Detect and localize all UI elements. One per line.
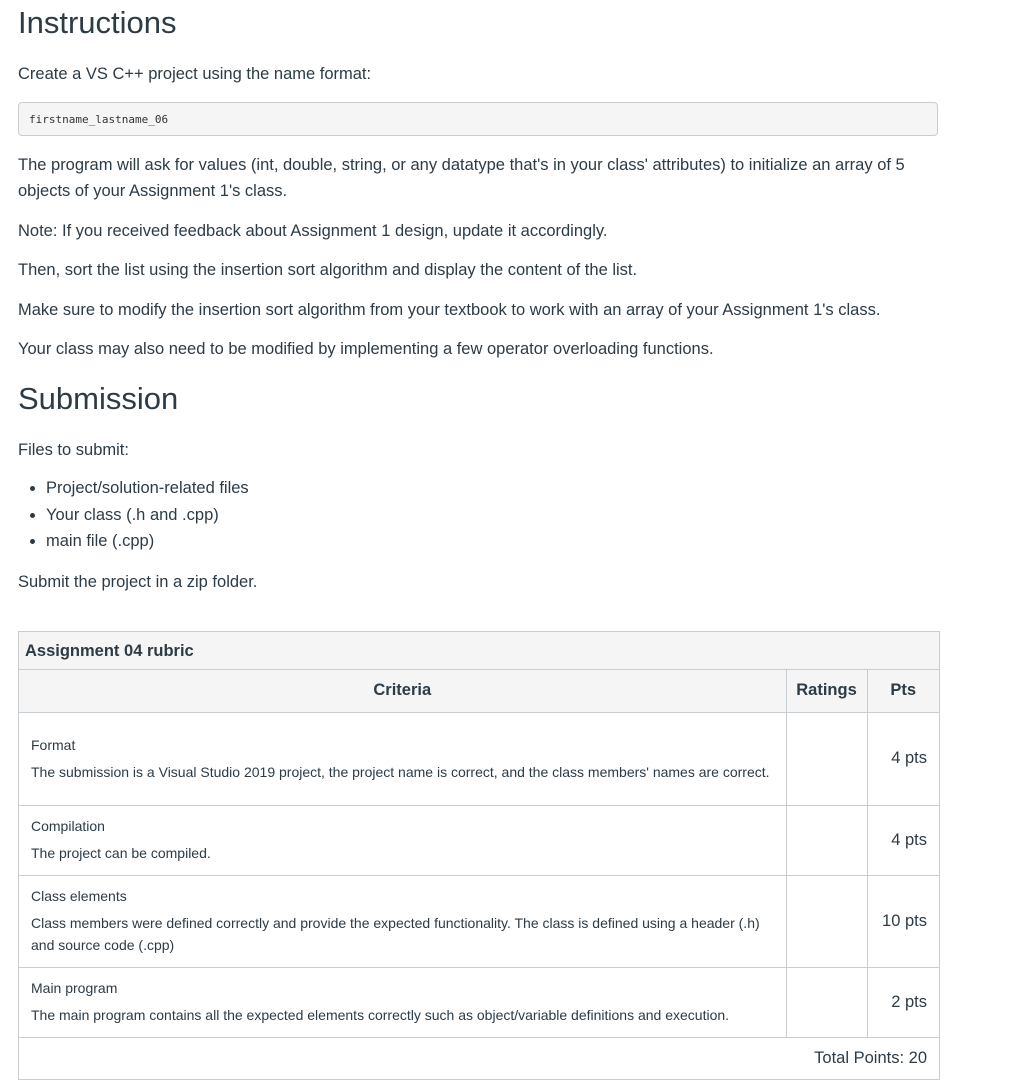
points-cell: 4 pts bbox=[867, 712, 939, 805]
rubric-title: Assignment 04 rubric bbox=[19, 632, 939, 670]
list-item: • main file (.cpp) bbox=[46, 528, 249, 555]
ratings-cell bbox=[786, 967, 867, 1037]
criterion-cell bbox=[19, 875, 786, 967]
criterion-cell bbox=[19, 967, 786, 1037]
instructions-paragraph-5: Your class may also need to be modified by implementing a few operator overloading functions. bbox=[18, 340, 714, 358]
list-item: • Project/solution-related files bbox=[46, 475, 249, 502]
submission-closing-text: Submit the project in a zip folder. bbox=[18, 573, 258, 591]
list-item: • Your class (.h and .cpp) bbox=[46, 502, 249, 529]
table-row bbox=[19, 712, 939, 805]
project-name-code-block: firstname_lastname_06 bbox=[18, 102, 938, 136]
criterion-cell bbox=[19, 712, 786, 805]
instructions-paragraph-1: The program will ask for values (int, double, string, or any datatype that's in your class' attributes) to initialize an array of 5 objects of your Assignment 1's class. bbox=[18, 156, 905, 200]
files-list bbox=[18, 475, 249, 555]
criterion-description: The submission is a Visual Studio 2019 project, the project name is correct, and the class members' names are correct. bbox=[31, 763, 770, 780]
points-cell: 10 pts bbox=[867, 875, 939, 967]
ratings-header: Ratings bbox=[786, 670, 867, 712]
ratings-cell bbox=[786, 875, 867, 967]
intro-text: Create a VS C++ project using the name format: bbox=[18, 65, 372, 83]
criterion-description: Class members were defined correctly and provide the expected functionality. The class is defined using a header (.h) and source code (.cpp) bbox=[31, 915, 760, 953]
criterion-description: The main program contains all the expected elements correctly such as object/variable definitions and execution. bbox=[31, 1007, 730, 1023]
instructions-heading: Instructions bbox=[18, 5, 177, 40]
criterion-cell bbox=[19, 805, 786, 875]
table-row bbox=[19, 967, 939, 1037]
table-row bbox=[19, 875, 939, 967]
instructions-paragraph-2: Note: If you received feedback about Assignment 1 design, update it accordingly. bbox=[18, 222, 608, 240]
ratings-cell bbox=[786, 712, 867, 805]
criteria-header: Criteria bbox=[19, 670, 786, 712]
points-cell: 4 pts bbox=[867, 805, 939, 875]
criterion-name: Class elements bbox=[31, 888, 127, 904]
rubric-grid bbox=[19, 670, 939, 1079]
rubric-table bbox=[18, 631, 940, 1080]
criterion-name: Main program bbox=[31, 980, 118, 996]
table-row bbox=[19, 805, 939, 875]
total-points: Total Points: 20 bbox=[19, 1037, 939, 1079]
criterion-description: The project can be compiled. bbox=[31, 845, 211, 861]
criterion-name: Compilation bbox=[31, 818, 105, 834]
pts-header: Pts bbox=[867, 670, 939, 712]
submission-heading: Submission bbox=[18, 381, 179, 416]
instructions-paragraph-4: Make sure to modify the insertion sort algorithm from your textbook to work with an array of your Assignment 1's class. bbox=[18, 301, 881, 319]
points-cell: 2 pts bbox=[867, 967, 939, 1037]
files-to-submit-label: Files to submit: bbox=[18, 441, 129, 459]
total-row bbox=[19, 1037, 939, 1079]
criterion-name: Format bbox=[31, 736, 76, 753]
instructions-paragraph-3: Then, sort the list using the insertion sort algorithm and display the content of the list. bbox=[18, 261, 638, 279]
ratings-cell bbox=[786, 805, 867, 875]
